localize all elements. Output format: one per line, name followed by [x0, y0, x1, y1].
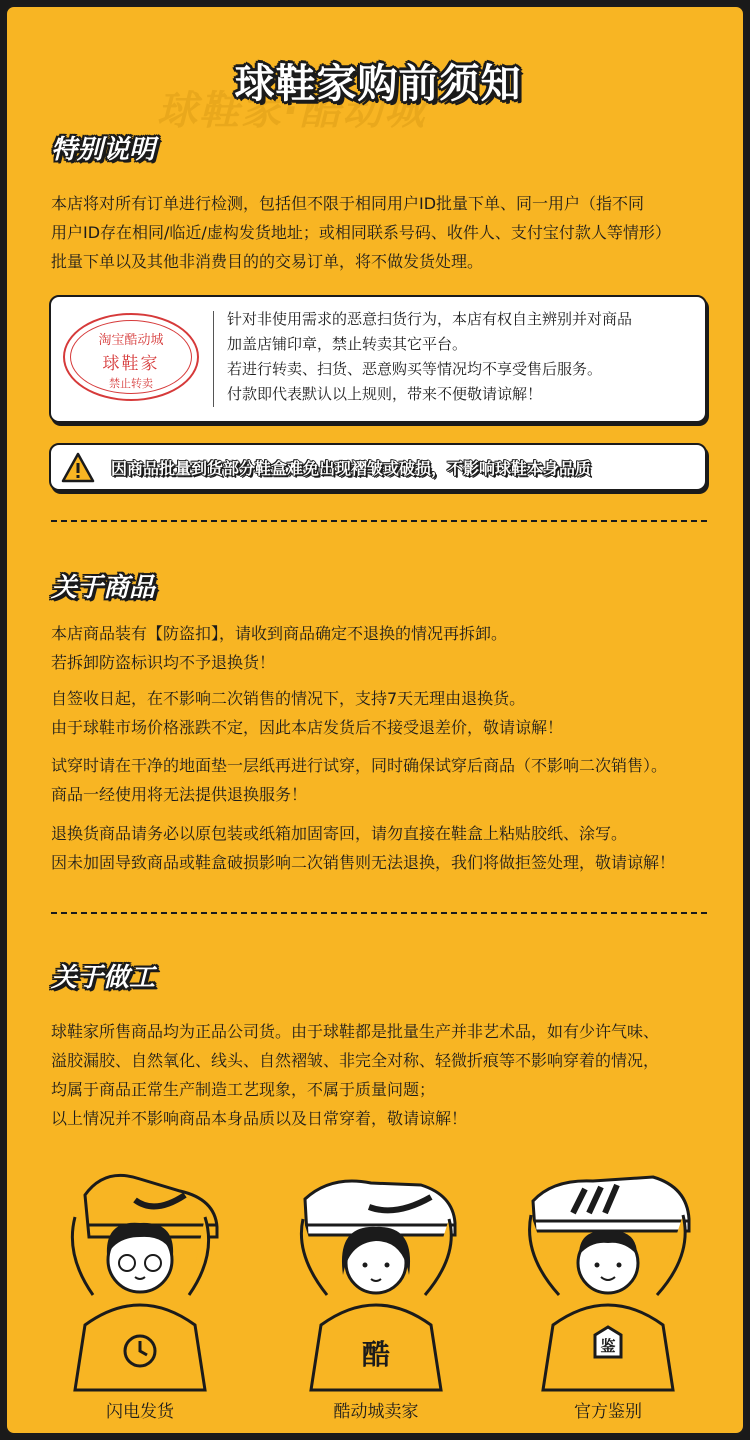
- notice-line: 加盖店铺印章，禁止转卖其它平台。: [227, 335, 468, 353]
- product-paragraph: [51, 684, 721, 742]
- stamp-line: 球鞋家: [102, 354, 160, 374]
- warning-text: 因商品批量到货部分鞋盒难免出现褶皱或破损，不影响球鞋本身品质: [111, 459, 592, 478]
- text-line: 本店商品装有【防盗扣】，请收到商品确定不退换的情况再拆卸。: [51, 624, 508, 643]
- dashed-divider: [51, 912, 707, 914]
- feature-label: 酷动城卖家: [333, 1402, 419, 1422]
- person-holding-sneaker-illustration: [513, 1155, 703, 1395]
- product-paragraph: [51, 751, 721, 809]
- text-line: 均属于商品正常生产制造工艺现象，不属于质量问题；: [51, 1080, 436, 1099]
- person-holding-sneaker-illustration: [45, 1155, 235, 1395]
- feature-seller: [281, 1155, 471, 1435]
- background-watermark: 球鞋家·酷动城: [157, 88, 427, 134]
- feature-appraisal: [513, 1155, 703, 1435]
- notice-line: 针对非使用需求的恶意扫货行为，本店有权自主辨别并对商品: [227, 310, 633, 328]
- text-line: 本店将对所有订单进行检测，包括但不限于相同用户ID批量下单、同一用户（指不同: [51, 194, 645, 213]
- warning-banner: [49, 443, 707, 491]
- text-line: 批量下单以及其他非消费目的的交易订单，将不做发货处理。: [51, 252, 484, 271]
- stamp-notice-card: [49, 295, 707, 423]
- notice-line: 付款即代表默认以上规则，带来不便敬请谅解！: [227, 385, 543, 403]
- page: [4, 4, 746, 1436]
- text-line: 试穿时请在干净的地面垫一层纸再进行试穿，同时确保试穿后商品（不影响二次销售）。: [51, 756, 668, 775]
- feature-label: 闪电发货: [106, 1402, 174, 1422]
- warning-triangle-icon: [61, 452, 95, 484]
- text-line: 自签收日起，在不影响二次销售的情况下，支持7天无理由退换货。: [51, 689, 526, 708]
- notice-text: [227, 307, 632, 407]
- text-line: 用户ID存在相同/临近/虚构发货地址；或相同联系号码、收件人、支付宝付款人等情形）: [51, 223, 671, 242]
- page-title: 球鞋家购前须知: [234, 61, 522, 107]
- text-line: 商品一经使用将无法提供退换服务！: [51, 785, 308, 804]
- text-line: 溢胶漏胶、自然氧化、线头、自然褶皱、非完全对称、轻微折痕等不影响穿着的情况，: [51, 1051, 660, 1070]
- text-line: 因未加固导致商品或鞋盒破损影响二次销售则无法退换，我们将做拒签处理，敬请谅解！: [51, 853, 676, 872]
- section-heading-special-notes: 特别说明: [51, 135, 156, 165]
- product-paragraph: [51, 819, 721, 877]
- special-notes-text: [51, 189, 721, 276]
- divider: [213, 311, 214, 407]
- section-heading-craftsmanship: 关于做工: [51, 963, 156, 993]
- shop-stamp: [63, 313, 199, 401]
- stamp-line: 禁止转卖: [109, 377, 153, 390]
- text-line: 以上情况并不影响商品本身品质以及日常穿着，敬请谅解！: [51, 1109, 468, 1128]
- text-line: 退换货商品请务必以原包装或纸箱加固寄回，请勿直接在鞋盒上粘贴胶纸、涂写。: [51, 824, 628, 843]
- stamp-line: 淘宝酷动城: [98, 333, 164, 348]
- feature-label: 官方鉴别: [574, 1402, 642, 1422]
- text-line: 球鞋家所售商品均为正品公司货。由于球鞋都是批量生产并非艺术品，如有少许气味、: [51, 1022, 660, 1041]
- store-glyph-icon: 酷: [361, 1338, 390, 1371]
- feature-fast-shipping: [45, 1155, 235, 1435]
- section-heading-about-product: 关于商品: [51, 573, 156, 603]
- craftsmanship-text: [51, 1017, 721, 1133]
- text-line: 由于球鞋市场价格涨跌不定，因此本店发货后不接受退差价，敬请谅解！: [51, 718, 564, 737]
- appraisal-badge-icon: 鉴: [600, 1337, 616, 1355]
- product-paragraph: [51, 619, 721, 677]
- text-line: 若拆卸防盗标识均不予退换货！: [51, 653, 276, 672]
- dashed-divider: [51, 520, 707, 522]
- notice-line: 若进行转卖、扫货、恶意购买等情况均不享受售后服务。: [227, 360, 603, 378]
